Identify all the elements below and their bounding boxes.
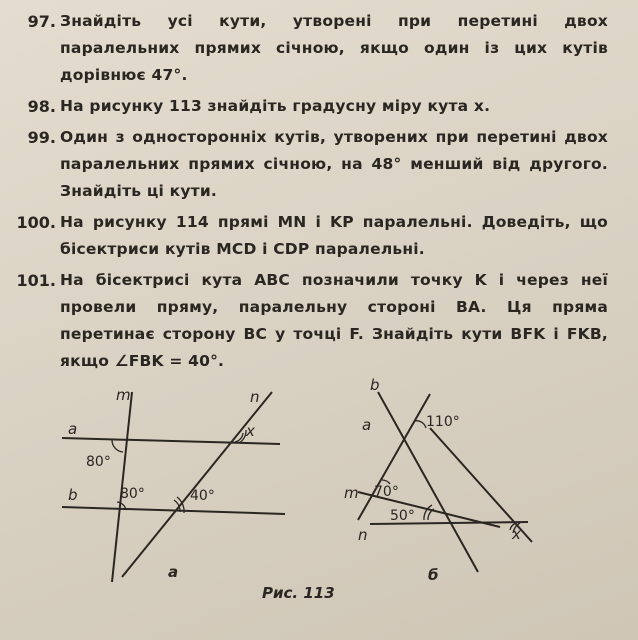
angle-label-40: 40° <box>190 488 215 504</box>
label-m: m <box>116 386 131 404</box>
figure-a <box>62 392 285 582</box>
problem-100 <box>8 209 608 263</box>
label-m: m <box>344 484 359 502</box>
figure-caption: Рис. 113 <box>262 584 335 602</box>
figure-113 <box>40 372 600 612</box>
problem-number: 99. <box>27 128 56 147</box>
angle-label-x: x <box>512 525 521 543</box>
angle-label-70: 70° <box>374 484 399 500</box>
problem-text: Знайдіть усі кути, утворені при перетині двох паралельних прямих січною, якщо один із цих кутів дорівнює 47°. <box>60 12 608 84</box>
problem-97 <box>8 8 608 89</box>
angle-arc-80-top <box>112 440 123 452</box>
problem-text: На рисунку 113 знайдіть градусну міру кута x. <box>60 97 491 115</box>
problem-98 <box>8 93 608 120</box>
problem-list <box>8 8 608 379</box>
problem-number: 100. <box>16 213 56 232</box>
angle-label-80-top: 80° <box>86 454 111 470</box>
angle-label-110: 110° <box>426 414 460 430</box>
problem-text: Один з односторонніх кутів, утворених при перетині двох паралельних прямих січною, на 48° менший від другого. Знайдіть ці кути. <box>60 128 608 200</box>
label-n: n <box>358 526 368 544</box>
sublabel-b: б <box>428 566 439 584</box>
label-b: b <box>68 486 78 504</box>
angle-arc-110 <box>414 421 426 428</box>
label-b: b <box>370 376 380 394</box>
problem-number: 98. <box>27 97 56 116</box>
problem-99 <box>8 124 608 205</box>
problem-number: 101. <box>16 271 56 290</box>
angle-label-x: x <box>246 422 255 440</box>
angle-label-80-bottom: 80° <box>120 486 145 502</box>
label-a: a <box>362 416 372 434</box>
sublabel-a: а <box>168 563 179 581</box>
problem-text: На бісектрисі кута ABC позначили точку K і через неї провели пряму, паралельну стороні BA. Ця пряма перетинає сторону BC у точці F. Знайдіть кути BFK і FKB, якщо ∠FBK = 40°. <box>60 271 608 370</box>
problem-number: 97. <box>27 12 56 31</box>
line-n <box>122 392 272 577</box>
label-n: n <box>250 388 260 406</box>
label-a: a <box>68 420 78 438</box>
problem-text: На рисунку 114 прямі MN і KP паралельні. Доведіть, що бісектриси кутів MCD і CDP паралельні. <box>60 213 608 258</box>
problem-101 <box>8 267 608 375</box>
angle-label-50: 50° <box>390 508 415 524</box>
